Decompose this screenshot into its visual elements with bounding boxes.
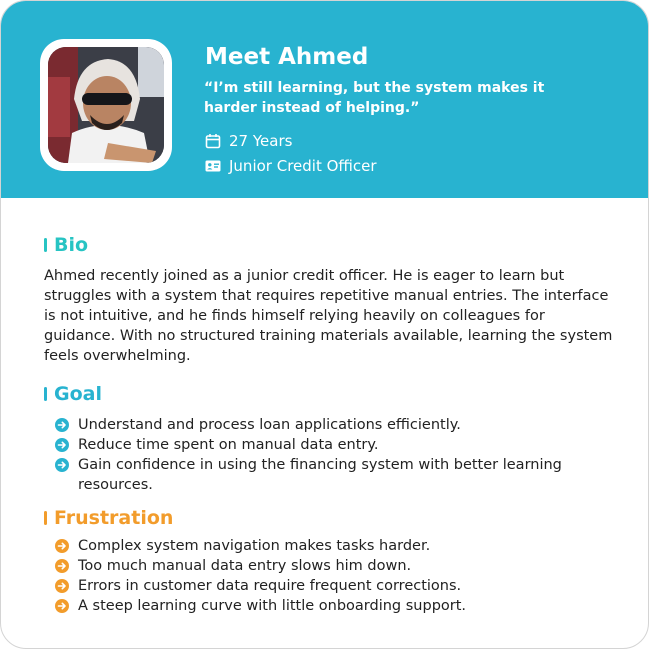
bio-text: Ahmed recently joined as a junior credit officer. He is eager to learn but struggles with a system that requires repetitive manual entries. The interface is not intuitive, and he finds himself relying heavily on colleagues for guidance. With no structured training materials available, learning the system feels overwhelming. <box>44 268 613 364</box>
frustration-item <box>55 556 615 576</box>
frustration-item <box>55 596 615 616</box>
arrow-right-circle-icon <box>55 539 69 553</box>
goal-accent-bar <box>44 387 47 401</box>
frustration-item-text: Errors in customer data require frequent corrections. <box>78 578 462 594</box>
arrow-right-circle-icon <box>55 579 69 593</box>
persona-quote: “I’m still learning, but the system makes it harder instead of helping.” <box>204 80 545 116</box>
id-card-icon <box>205 158 221 174</box>
persona-role-text: Junior Credit Officer <box>229 157 377 175</box>
frustration-accent-bar <box>44 511 47 525</box>
persona-name: Meet Ahmed <box>205 44 369 70</box>
avatar <box>48 47 164 163</box>
goal-item <box>55 415 615 435</box>
frustration-item-text: Complex system navigation makes tasks harder. <box>78 538 431 554</box>
goal-item <box>55 435 615 455</box>
bio-accent-bar <box>44 238 47 252</box>
persona-age-text: 27 Years <box>229 132 293 150</box>
arrow-right-circle-icon <box>55 418 69 432</box>
frustration-item-text: A steep learning curve with little onboarding support. <box>78 598 467 614</box>
avatar-frame <box>40 39 172 171</box>
arrow-right-circle-icon <box>55 458 69 472</box>
frustration-heading-text: Frustration <box>54 507 174 529</box>
arrow-right-circle-icon <box>55 438 69 452</box>
calendar-icon <box>205 133 221 149</box>
frustration-list <box>55 536 615 616</box>
frustration-item <box>55 536 615 556</box>
frustration-item <box>55 576 615 596</box>
goal-list <box>55 415 615 495</box>
goal-item-text: Gain confidence in using the financing system with better learning resources. <box>78 457 562 493</box>
frustration-item-text: Too much manual data entry slows him down. <box>78 558 412 574</box>
persona-header <box>1 1 648 198</box>
goal-item <box>55 455 615 495</box>
goal-heading-text: Goal <box>54 383 102 405</box>
goal-item-text: Understand and process loan applications efficiently. <box>78 417 461 433</box>
arrow-right-circle-icon <box>55 559 69 573</box>
goal-item-text: Reduce time spent on manual data entry. <box>78 437 379 453</box>
arrow-right-circle-icon <box>55 599 69 613</box>
bio-heading-text: Bio <box>54 234 89 256</box>
